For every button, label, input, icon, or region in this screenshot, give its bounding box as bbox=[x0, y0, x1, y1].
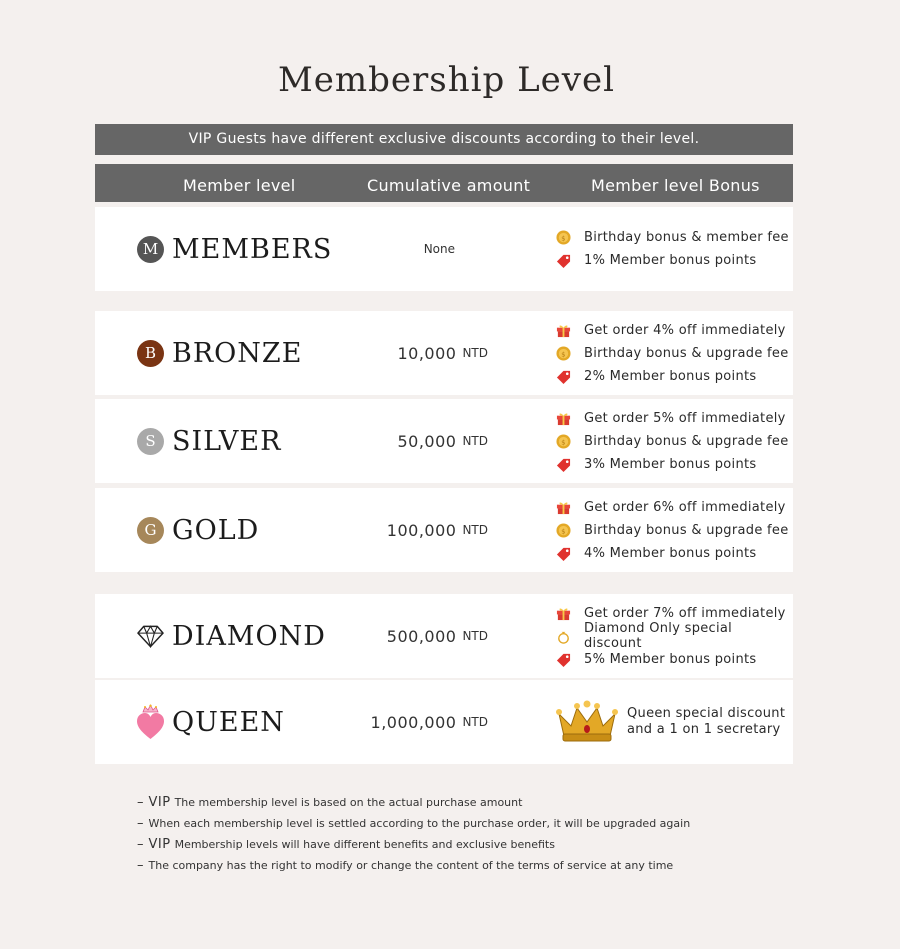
tag-icon bbox=[555, 368, 571, 384]
note-dash: – bbox=[137, 837, 144, 852]
level-name: BRONZE bbox=[172, 337, 303, 369]
page-title: Membership Level bbox=[277, 60, 615, 100]
note-prefix: VIP bbox=[148, 795, 171, 810]
table-row-gold bbox=[95, 488, 793, 572]
bonus-item bbox=[555, 226, 789, 249]
ring-icon bbox=[555, 628, 571, 644]
note-dash: – bbox=[137, 795, 144, 810]
bonus-text: 5% Member bonus points bbox=[584, 651, 757, 667]
amount-unit: NTD bbox=[462, 434, 488, 448]
coin-icon bbox=[555, 522, 571, 538]
bonus-item bbox=[555, 453, 789, 476]
note-text: The membership level is based on the actual purchase amount bbox=[174, 796, 523, 809]
table-row-bronze bbox=[95, 311, 793, 395]
gift-icon bbox=[555, 499, 571, 515]
bonus-text: 2% Member bonus points bbox=[584, 368, 757, 384]
gift-icon bbox=[555, 605, 571, 621]
table-row-diamond bbox=[95, 594, 793, 678]
bonus-item bbox=[555, 648, 793, 671]
amount-unit: NTD bbox=[462, 523, 488, 537]
bonus-list bbox=[555, 488, 789, 572]
bonus-list bbox=[555, 311, 789, 395]
amount-unit: NTD bbox=[462, 629, 488, 643]
bonus-item bbox=[555, 365, 789, 388]
bonus-item bbox=[555, 519, 789, 542]
header-member-level: Member level bbox=[183, 176, 296, 195]
table-row-silver bbox=[95, 399, 793, 483]
bonus-list bbox=[555, 399, 789, 483]
amount-value: 10,000 bbox=[397, 343, 457, 363]
bonus-text: Get order 7% off immediately bbox=[584, 605, 786, 621]
amount-value: 50,000 bbox=[397, 431, 457, 451]
table-row-queen bbox=[95, 680, 793, 764]
bonus-item bbox=[555, 542, 789, 565]
table-row-members bbox=[95, 207, 793, 291]
bonus-text: Get order 6% off immediately bbox=[584, 499, 786, 515]
gold-badge-icon: G bbox=[137, 517, 164, 544]
bonus-text: Diamond Only special discount bbox=[584, 621, 733, 651]
note-text: Membership levels will have different benefits and exclusive benefits bbox=[174, 838, 555, 851]
bonus-item bbox=[555, 319, 789, 342]
note-dash: – bbox=[137, 858, 144, 873]
bonus-text: Birthday bonus & upgrade fee bbox=[584, 522, 789, 538]
note-text: The company has the right to modify or change the content of the terms of service at any time bbox=[148, 859, 674, 872]
level-name: GOLD bbox=[172, 514, 260, 546]
bonus-list bbox=[555, 594, 793, 678]
bonus-item bbox=[555, 407, 789, 430]
note-dash: – bbox=[137, 816, 144, 831]
level-name: QUEEN bbox=[172, 706, 285, 738]
level-name: SILVER bbox=[172, 425, 282, 457]
diamond-icon bbox=[137, 624, 164, 648]
note-item bbox=[137, 792, 690, 813]
bonus-text: 4% Member bonus points bbox=[584, 545, 757, 561]
bonus-text: Queen special discount bbox=[627, 706, 786, 721]
amount-value: 1,000,000 bbox=[370, 712, 457, 732]
bonus-list bbox=[555, 680, 785, 764]
gift-icon bbox=[555, 410, 571, 426]
bonus-text: Get order 5% off immediately bbox=[584, 410, 786, 426]
bonus-item bbox=[555, 342, 789, 365]
note-item bbox=[137, 855, 690, 876]
tag-icon bbox=[555, 651, 571, 667]
level-name: MEMBERS bbox=[172, 233, 333, 265]
note-item bbox=[137, 834, 690, 855]
amount-value: None bbox=[423, 242, 455, 256]
table-header bbox=[95, 164, 793, 202]
bonus-text: Get order 4% off immediately bbox=[584, 322, 786, 338]
bonus-text: 1% Member bonus points bbox=[584, 253, 757, 268]
header-level-bonus: Member level Bonus bbox=[591, 176, 760, 195]
amount-unit: NTD bbox=[462, 715, 488, 729]
amount-unit: NTD bbox=[462, 346, 488, 360]
svg-text:$: $ bbox=[560, 526, 566, 535]
bonus-item bbox=[555, 496, 789, 519]
amount-value: 500,000 bbox=[386, 626, 457, 646]
note-item bbox=[137, 813, 690, 834]
bonus-text: Birthday bonus & upgrade fee bbox=[584, 345, 789, 361]
crown-icon bbox=[555, 700, 619, 744]
note-prefix: VIP bbox=[148, 837, 171, 852]
bonus-item bbox=[555, 621, 793, 651]
coin-icon bbox=[555, 433, 571, 449]
tag-icon bbox=[555, 456, 571, 472]
bronze-badge-icon: B bbox=[137, 340, 164, 367]
amount-value: 100,000 bbox=[386, 520, 457, 540]
tag-icon bbox=[555, 253, 571, 269]
members-badge-icon: M bbox=[137, 236, 164, 263]
footnotes bbox=[137, 792, 690, 876]
coin-icon bbox=[555, 345, 571, 361]
note-text: When each membership level is settled according to the purchase order, it will be upgraded again bbox=[148, 817, 691, 830]
bonus-item bbox=[555, 430, 789, 453]
tag-icon bbox=[555, 545, 571, 561]
bonus-list bbox=[555, 207, 789, 291]
bonus-text: Birthday bonus & upgrade fee bbox=[584, 433, 789, 449]
gift-icon bbox=[555, 322, 571, 338]
bonus-text: Birthday bonus & member fee bbox=[584, 230, 789, 245]
bonus-text: and a 1 on 1 secretary bbox=[627, 722, 781, 737]
bonus-item bbox=[555, 249, 789, 272]
svg-text:$: $ bbox=[560, 234, 566, 243]
coin-icon bbox=[555, 230, 571, 246]
level-name: DIAMOND bbox=[172, 620, 326, 652]
svg-text:$: $ bbox=[560, 349, 566, 358]
silver-badge-icon: S bbox=[137, 428, 164, 455]
svg-text:$: $ bbox=[560, 437, 566, 446]
header-cumulative-amount: Cumulative amount bbox=[367, 176, 531, 195]
subtitle-banner: VIP Guests have different exclusive discounts according to their level. bbox=[95, 124, 793, 155]
heart-crown-icon bbox=[137, 704, 164, 740]
bonus-text: 3% Member bonus points bbox=[584, 456, 757, 472]
